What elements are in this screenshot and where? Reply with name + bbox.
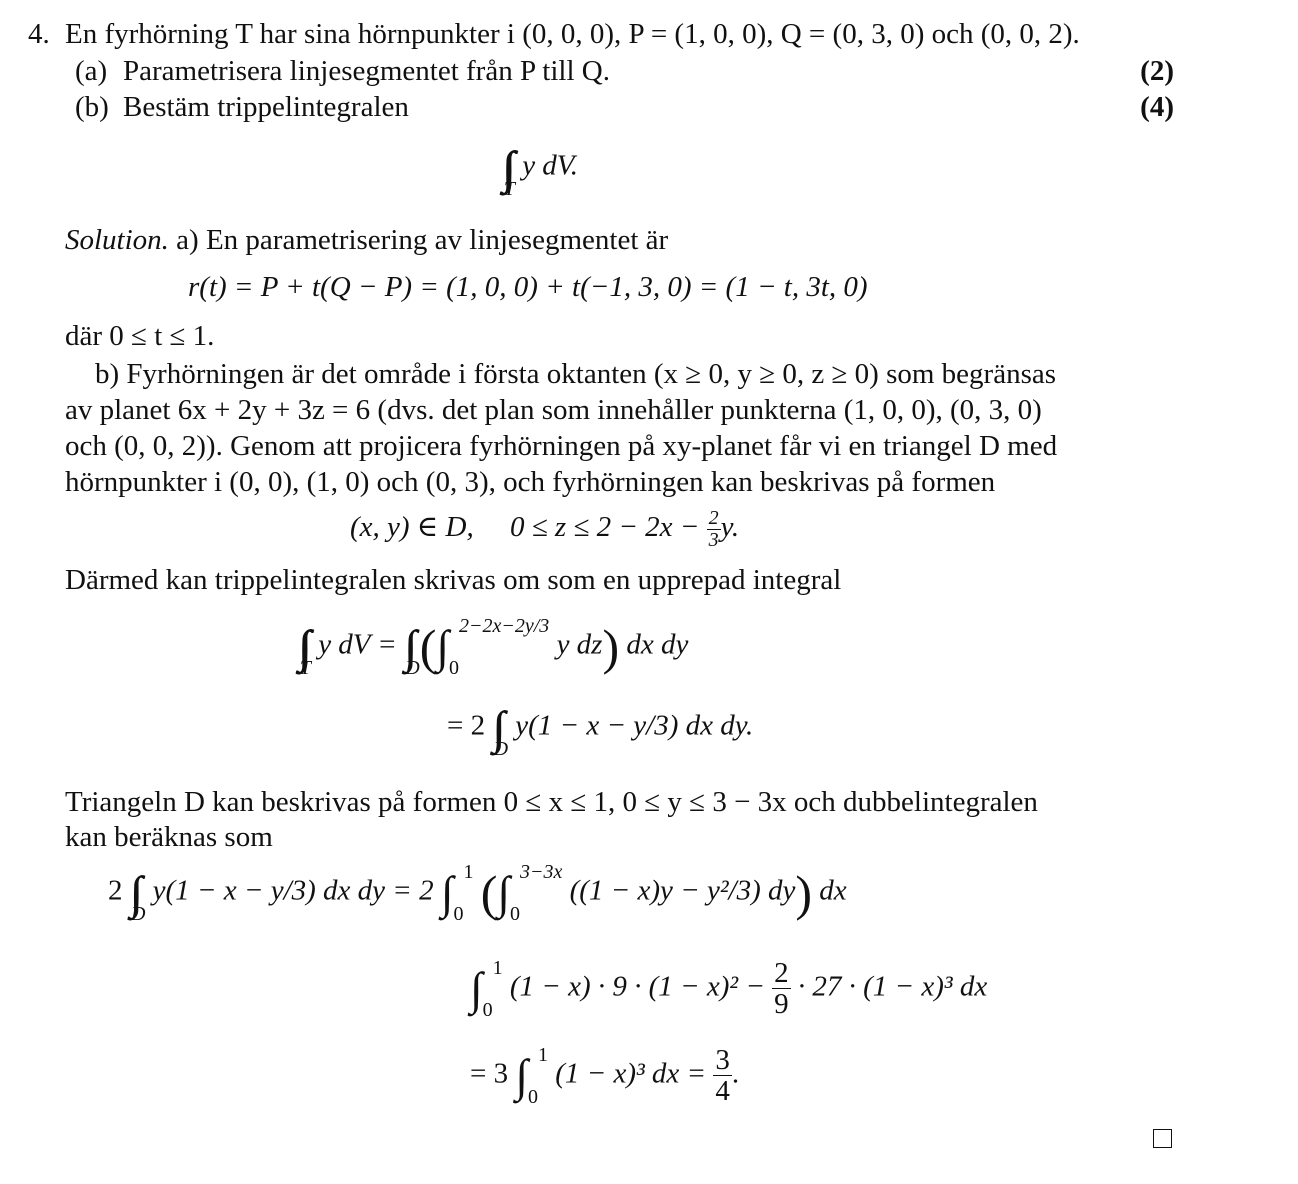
integral-sign-x: ∫	[440, 867, 454, 918]
double-integral-sign: ∫∫	[404, 621, 406, 672]
problem-statement: En fyrhörning T har sina hörnpunkter i (0, 0, 0), P = (1, 0, 0), Q = (0, 3, 0) och (0, 0, 2).	[65, 18, 1080, 50]
part-a-label: (a)	[75, 55, 108, 87]
double-integral-sign: ∫∫	[492, 702, 494, 753]
lower-limit-x: 0	[453, 902, 464, 925]
iterated-integral-line-2	[447, 702, 754, 760]
fraction-denominator: 9	[774, 988, 789, 1021]
parameter-range: där 0 ≤ t ≤ 1.	[65, 320, 215, 352]
part-a-points: (2)	[1140, 55, 1174, 87]
right-paren: )	[795, 865, 813, 921]
final-period: .	[731, 1057, 740, 1090]
line3-part-a: = 3	[470, 1057, 509, 1090]
fraction-denominator: 3	[708, 529, 719, 551]
iterated-integral-line-1	[298, 614, 689, 679]
integral-sign: ∫	[436, 621, 449, 672]
part-b-label: (b)	[75, 91, 109, 123]
solution-a	[65, 226, 668, 255]
region-d-sub: D	[130, 902, 146, 925]
region-description	[350, 508, 739, 551]
reduced-integrand: y(1 − x − y/3) dx dy.	[515, 709, 754, 742]
line3-part-b: (1 − x)³ dx =	[555, 1057, 707, 1090]
computation-line-2	[470, 958, 987, 1020]
upper-limit-y: 3−3x	[519, 860, 563, 883]
dxdy: dx dy	[626, 628, 689, 661]
fraction-numerator: 2	[774, 957, 789, 989]
fraction-two-ninths	[772, 958, 791, 1020]
region-desc-left: (x, y) ∈ D,	[350, 511, 474, 544]
right-paren: )	[602, 619, 620, 675]
inner-integrand-y: ((1 − x)y − y²/3) dy	[569, 874, 796, 907]
upper-limit-z: 2−2x−2y/3	[459, 614, 550, 637]
fraction-three-quarters	[713, 1045, 732, 1107]
region-t-sub: T	[503, 177, 515, 200]
solution-b-line-3: och (0, 0, 2)). Genom att projicera fyrhörningen på xy-planet får vi en triangel D med	[65, 430, 1058, 462]
part-b-text: Bestäm trippelintegralen	[123, 91, 409, 123]
triple-integral-sign: ∫∫∫	[502, 142, 504, 193]
triple-integral-sign: ∫∫∫	[298, 621, 300, 672]
parametrization-equation: r(t) = P + t(Q − P) = (1, 0, 0) + t(−1, 3, 0) = (1 − t, 3t, 0)	[188, 271, 868, 303]
upper-limit-x: 1	[463, 860, 474, 883]
upper-limit: 1	[537, 1043, 548, 1066]
region-d-sub: D	[493, 737, 509, 760]
solution-a-intro: a) En parametrisering av linjesegmentet är	[176, 224, 669, 256]
fraction-numerator: 3	[715, 1044, 730, 1076]
problem-number: 4.	[28, 18, 50, 50]
computation-line-3	[470, 1045, 739, 1107]
lower-limit: 0	[449, 656, 459, 679]
computation-coefficient: 2	[108, 874, 123, 907]
triangle-line-2: kan beräknas som	[65, 821, 273, 853]
lower-limit-y: 0	[509, 902, 520, 925]
lower-limit: 0	[482, 998, 493, 1021]
computation-line-1	[108, 860, 847, 925]
triangle-line-1: Triangeln D kan beskrivas på formen 0 ≤ x ≤ 1, 0 ≤ y ≤ 3 − 3x och dubbelintegralen	[65, 786, 1038, 818]
region-t-sub: T	[299, 656, 311, 679]
solution-b-line-1: b) Fyrhörningen är det område i första oktanten (x ≥ 0, y ≥ 0, z ≥ 0) som begränsas	[95, 358, 1057, 390]
therefore-text: Därmed kan trippelintegralen skrivas om som en upprepad integral	[65, 564, 842, 596]
part-b-points: (4)	[1140, 91, 1174, 123]
computation-lhs: y(1 − x − y/3) dx dy = 2	[152, 874, 434, 907]
integrand: y dV.	[522, 149, 579, 182]
lower-limit: 0	[527, 1085, 538, 1108]
equals-two: = 2	[447, 709, 486, 742]
region-d-sub: D	[405, 656, 420, 679]
fraction-numerator: 2	[708, 507, 719, 529]
fraction-denominator: 4	[715, 1075, 730, 1108]
left-paren: (	[480, 865, 498, 921]
integral-sign-y: ∫	[497, 867, 510, 918]
triple-integral-display	[502, 142, 579, 200]
solution-heading: Solution.	[65, 224, 169, 256]
inner-integrand: y dz	[556, 628, 603, 661]
solution-b-line-2: av planet 6x + 2y + 3z = 6 (dvs. det plan som innehåller punkterna (1, 0, 0), (0, 3, 0)	[65, 394, 1042, 426]
double-integral-sign: ∫∫	[129, 867, 131, 918]
region-desc-y: y.	[720, 511, 740, 544]
part-a-text: Parametrisera linjesegmentet från P till Q.	[123, 55, 610, 87]
line2-part-a: (1 − x) · 9 · (1 − x)² −	[509, 970, 765, 1003]
line2-part-b: · 27 · (1 − x)³ dx	[797, 970, 988, 1003]
integral-sign: ∫	[470, 962, 483, 1014]
integral-sign: ∫	[515, 1049, 528, 1101]
left-paren: (	[419, 619, 437, 675]
qed-box-icon	[1153, 1129, 1172, 1148]
region-desc-right: 0 ≤ z ≤ 2 − 2x −	[509, 511, 700, 544]
fraction-two-thirds	[707, 508, 721, 551]
solution-b-line-4: hörnpunkter i (0, 0), (1, 0) och (0, 3), och fyrhörningen kan beskrivas på formen	[65, 466, 996, 498]
upper-limit: 1	[492, 956, 503, 979]
dx: dx	[819, 874, 847, 907]
iterated-lhs: y dV =	[318, 628, 397, 661]
